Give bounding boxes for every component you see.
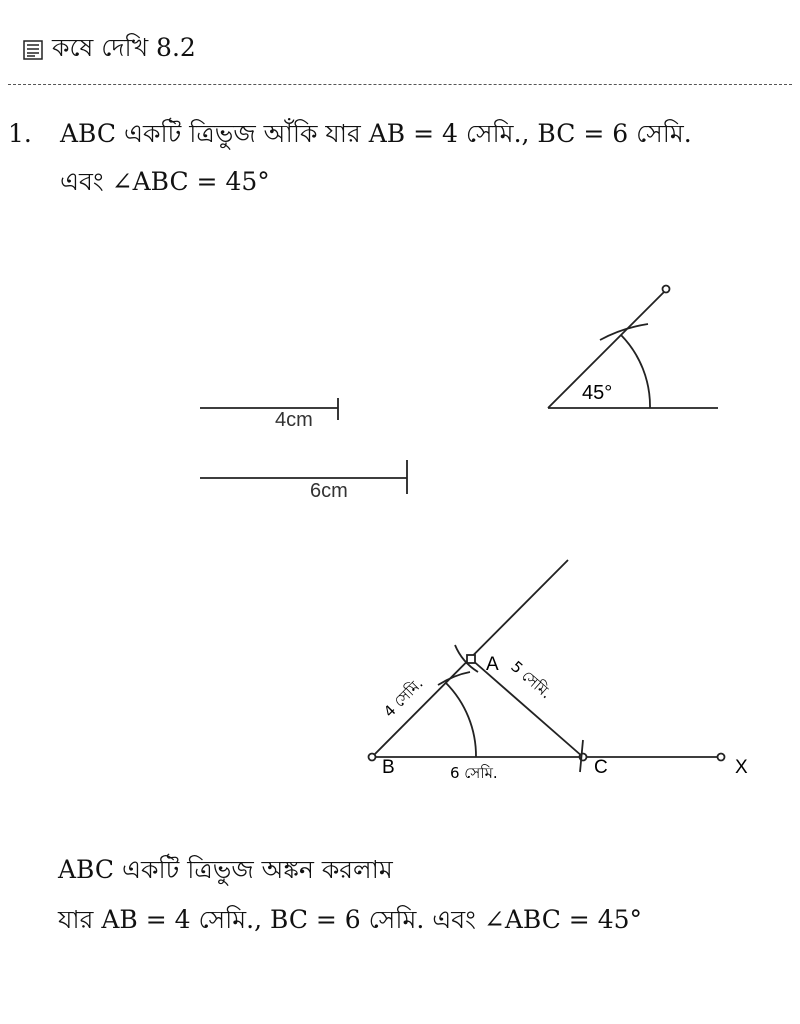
point-b-label: B (382, 757, 395, 778)
point-c-label: C (594, 757, 608, 778)
angle-label: 45° (582, 382, 613, 404)
angle-arc (621, 335, 650, 408)
given-angle-figure (548, 286, 718, 409)
point-b-marker (369, 754, 376, 761)
side-ab-label: 4 সেমি. (380, 674, 427, 721)
point-x-marker (718, 754, 725, 761)
conclusion (58, 845, 778, 945)
problem-statement-line-1: ABC একটি ত্রিভুজ আঁকি যার AB = 4 সেমি., BC = 6 সেমি. (60, 119, 692, 148)
problem-number: 1. (8, 119, 32, 148)
side-ac-label: 5 সেমি. (507, 657, 556, 703)
point-x-label: X (735, 757, 748, 778)
point-a-marker (467, 655, 475, 663)
angle-arm-endpoint (663, 286, 670, 293)
side-bc-label: 6 সেমি. (450, 764, 498, 782)
segment-6cm-label: 6cm (310, 480, 348, 502)
exercise-title: কষে দেখি 8.2 (52, 33, 196, 62)
segment-4cm-label: 4cm (275, 409, 313, 431)
triangle-construction (369, 560, 725, 772)
conclusion-line-1: ABC একটি ত্রিভুজ অঙ্কন করলাম (58, 855, 393, 884)
conclusion-line-2: যার AB = 4 সেমি., BC = 6 সেমি. এবং ∠ABC = 45° (58, 905, 643, 934)
point-a-label: A (486, 654, 499, 675)
angle-arc-b (446, 683, 476, 757)
problem-statement-line-2: এবং ∠ABC = 45° (60, 167, 270, 196)
